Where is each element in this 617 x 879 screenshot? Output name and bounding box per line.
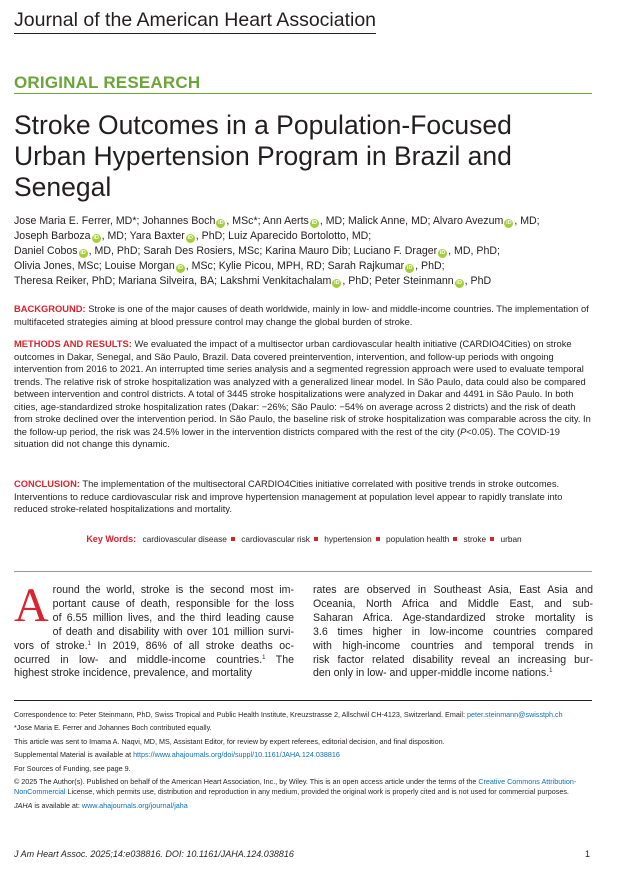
orcid-icon[interactable]: iD: [311, 220, 318, 226]
page-number: 1: [584, 849, 590, 859]
footnote-rule: [14, 700, 592, 701]
reference-link[interactable]: 1: [87, 640, 91, 647]
orcid-icon[interactable]: iD: [334, 280, 340, 286]
footnotes: [14, 710, 594, 814]
email-link[interactable]: peter.steinmann@swisstph.ch: [467, 710, 563, 719]
equal-contribution-note: *Jose Maria E. Ferrer and Johannes Boch contributed equally.: [14, 723, 212, 733]
license-note: © 2025 The Author(s). Published on behalf of the American Heart Association, Inc., by Wiley. This is an open access article under the terms of the Creative Commons Attribution-NonCommercial License, which permits use, distribution and reproduction in any medium, provided the original work is properly cited and is not used for commercial purposes.: [14, 777, 577, 797]
keyword: cardiovascular risk: [241, 534, 310, 544]
orcid-icon[interactable]: iD: [93, 235, 99, 241]
orcid-icon[interactable]: iD: [456, 280, 462, 286]
author-list: [14, 214, 606, 289]
author-line-4: Olivia Jones, MSc; Louise Morgan iD , MSc; Kylie Picou, MPH, RD; Sarah Rajkumar iD , PhD;: [14, 260, 445, 272]
journal-availability: JAHA is available at: www.ahajournals.org/journal/jaha: [14, 800, 188, 810]
drop-cap: A: [14, 579, 49, 632]
supplemental-note: Supplemental Material is available at https://www.ahajournals.org/doi/suppl/10.1161/JAHA.124.038816: [14, 750, 340, 760]
author-line-2: Joseph Barboza iD , MD; Yara Baxter iD , PhD; Luiz Aparecido Bortolotto, MD;: [14, 230, 372, 242]
keyword: cardiovascular disease: [142, 534, 227, 544]
license-link[interactable]: Creative Commons Attribution-NonCommercial: [14, 777, 577, 797]
body-line: vors of stroke.$^1$ In 2019, 86% of all stroke deaths oc-: [14, 639, 294, 652]
section-rule: [14, 93, 592, 94]
square-bullet-icon: [376, 537, 380, 541]
orcid-icon[interactable]: iD: [439, 250, 446, 256]
reference-link[interactable]: 1: [262, 654, 266, 661]
editor-note: This article was sent to Imama A. Naqvi, MD, MS, Assistant Editor, for review by expert referees, editorial decision, and final disposition.: [14, 736, 445, 746]
body-column-left: A round the world, stroke is the second most im- portant cause of death, responsible for the loss of 6.55 million lives, and the third leading cause of death and disability with over 101 million survi- vors of stroke.$^1$ In 2019, 86% of all stroke deaths oc- ocurred in low- and middle-income countries.$^1$ The highest stroke incidence, prevalence, and mortality: [14, 579, 294, 680]
abstract-conclusion: CONCLUSION: The implementation of the multisectoral CARDIO4Cities initiative correlated with positive trends in stroke outcomes. Interventions to reduce cardiovascular risk and improve hypertension management at population level appear to rapidly translate into reduced stroke-related hospitalizations and mortality.: [14, 479, 563, 514]
body-column-right: rates are observed in Southeast Asia, East Asia and Oceania, North Africa and Middle East, and sub- Saharan Africa. Age-standardized stroke mortality is 3.6 times higher in low-income countries compared with high-income countries and temporal trends in risk factor related disability reveal an increasing bur- den only in low- and upper-middle income nations.$^1$: [313, 584, 593, 680]
supplemental-link[interactable]: https://www.ahajournals.org/doi/suppl/10.1161/JAHA.124.038816: [133, 750, 340, 760]
square-bullet-icon: [314, 537, 318, 541]
author-line-3: Daniel Cobos iD , MD, PhD; Sarah Des Rosiers, MSc; Karina Mauro Dib; Luciano F. Drager iD , MD, PhD;: [14, 245, 500, 257]
section-label: ORIGINAL RESEARCH: [14, 73, 201, 92]
abstract-heading: BACKGROUND:: [14, 304, 86, 314]
funding-note: For Sources of Funding, see page 9.: [14, 763, 131, 773]
keywords-heading: Key Words:: [86, 534, 137, 544]
abstract-heading: METHODS AND RESULTS:: [14, 339, 132, 349]
orcid-icon[interactable]: iD: [406, 265, 413, 271]
journal-link[interactable]: www.ahajournals.org/journal/jaha: [81, 800, 188, 810]
square-bullet-icon: [453, 537, 457, 541]
divider: [14, 571, 592, 572]
body-line: den only in low- and upper-middle income nations.$^1$: [313, 667, 553, 680]
author-line-1: Jose Maria E. Ferrer, MD*; Johannes Boch iD , MSc*; Ann Aerts iD , MD; Malick Anne, MD; Alvaro Avezum iD , MD;: [14, 215, 540, 227]
abstract-methods: METHODS AND RESULTS: We evaluated the impact of a multisector urban cardiovascular health initiative (CARDIO4Cities) on stroke outcomes in Dakar, Senegal, and São Paulo, Brazil. Data covered preintervention, intervention, and follow-up periods with ongoing intervention from 2016 to 2021. An interrupted time series analysis and a segmented regression approach were used to evaluate temporal trends. The relative risk of stroke hospitalization was analyzed with a generalized linear model. In São Paulo, data could also be compared between intervention and control districts. A total of 3445 stroke hospitalizations were analyzed in Dakar and 4491 in São Paulo. In both cities, age-standardized stroke hospitalization rates (Dakar: −26%; São Paulo: −54% on average across 2 districts) and the risk of death from stroke declined over the intervention period. In São Paulo, the baseline risk of stroke hospitalization was comparable across the city. In the follow-up period, the risk was 24.5% lower in the intervention districts compared with the rest of the city (P<0.05). The COVID-19 situation did not change this dynamic.: [14, 339, 591, 449]
title-line-1: Stroke Outcomes in a Population-Focused: [14, 110, 512, 140]
keywords: [14, 533, 594, 545]
orcid-icon[interactable]: iD: [506, 220, 512, 226]
title-line-2: Urban Hypertension Program in Brazil and: [14, 141, 512, 171]
reference-link[interactable]: 1: [549, 668, 553, 675]
abstract-background: BACKGROUND: Stroke is one of the major causes of death worldwide, mainly in low- and middle-income countries. The implementation of multifaceted strategies aiming at blood pressure control may change the global burden of stroke.: [14, 304, 589, 327]
orcid-icon[interactable]: iD: [80, 250, 86, 256]
citation-footer: J Am Heart Assoc. 2025;14:e038816. DOI: 10.1161/JAHA.124.038816: [14, 849, 294, 859]
square-bullet-icon: [490, 537, 494, 541]
orcid-icon[interactable]: iD: [177, 265, 183, 271]
orcid-icon[interactable]: iD: [187, 235, 194, 241]
keyword: hypertension: [324, 534, 372, 544]
square-bullet-icon: [231, 537, 235, 541]
keyword: stroke: [463, 534, 487, 544]
orcid-icon[interactable]: iD: [218, 220, 224, 226]
keyword: population health: [386, 534, 450, 544]
body-line: ocurred in low- and middle-income countries.$^1$ The: [14, 653, 294, 666]
author-line-5: Theresa Reiker, PhD; Mariana Silveira, BA; Lakshmi Venkitachalam iD , PhD; Peter Steinmann iD , PhD: [14, 275, 492, 287]
keyword: urban: [500, 534, 522, 544]
correspondence: Correspondence to: Peter Steinmann, PhD, Swiss Tropical and Public Health Institute, Kreuzstrasse 2, Allschwil CH-4123, Switzerland. Email: peter.steinmann@swisstph.ch: [14, 710, 563, 719]
article-title: [14, 110, 604, 203]
abstract-heading: CONCLUSION:: [14, 479, 80, 489]
journal-name: Journal of the American Heart Association: [14, 8, 376, 34]
title-line-3: Senegal: [14, 172, 112, 202]
